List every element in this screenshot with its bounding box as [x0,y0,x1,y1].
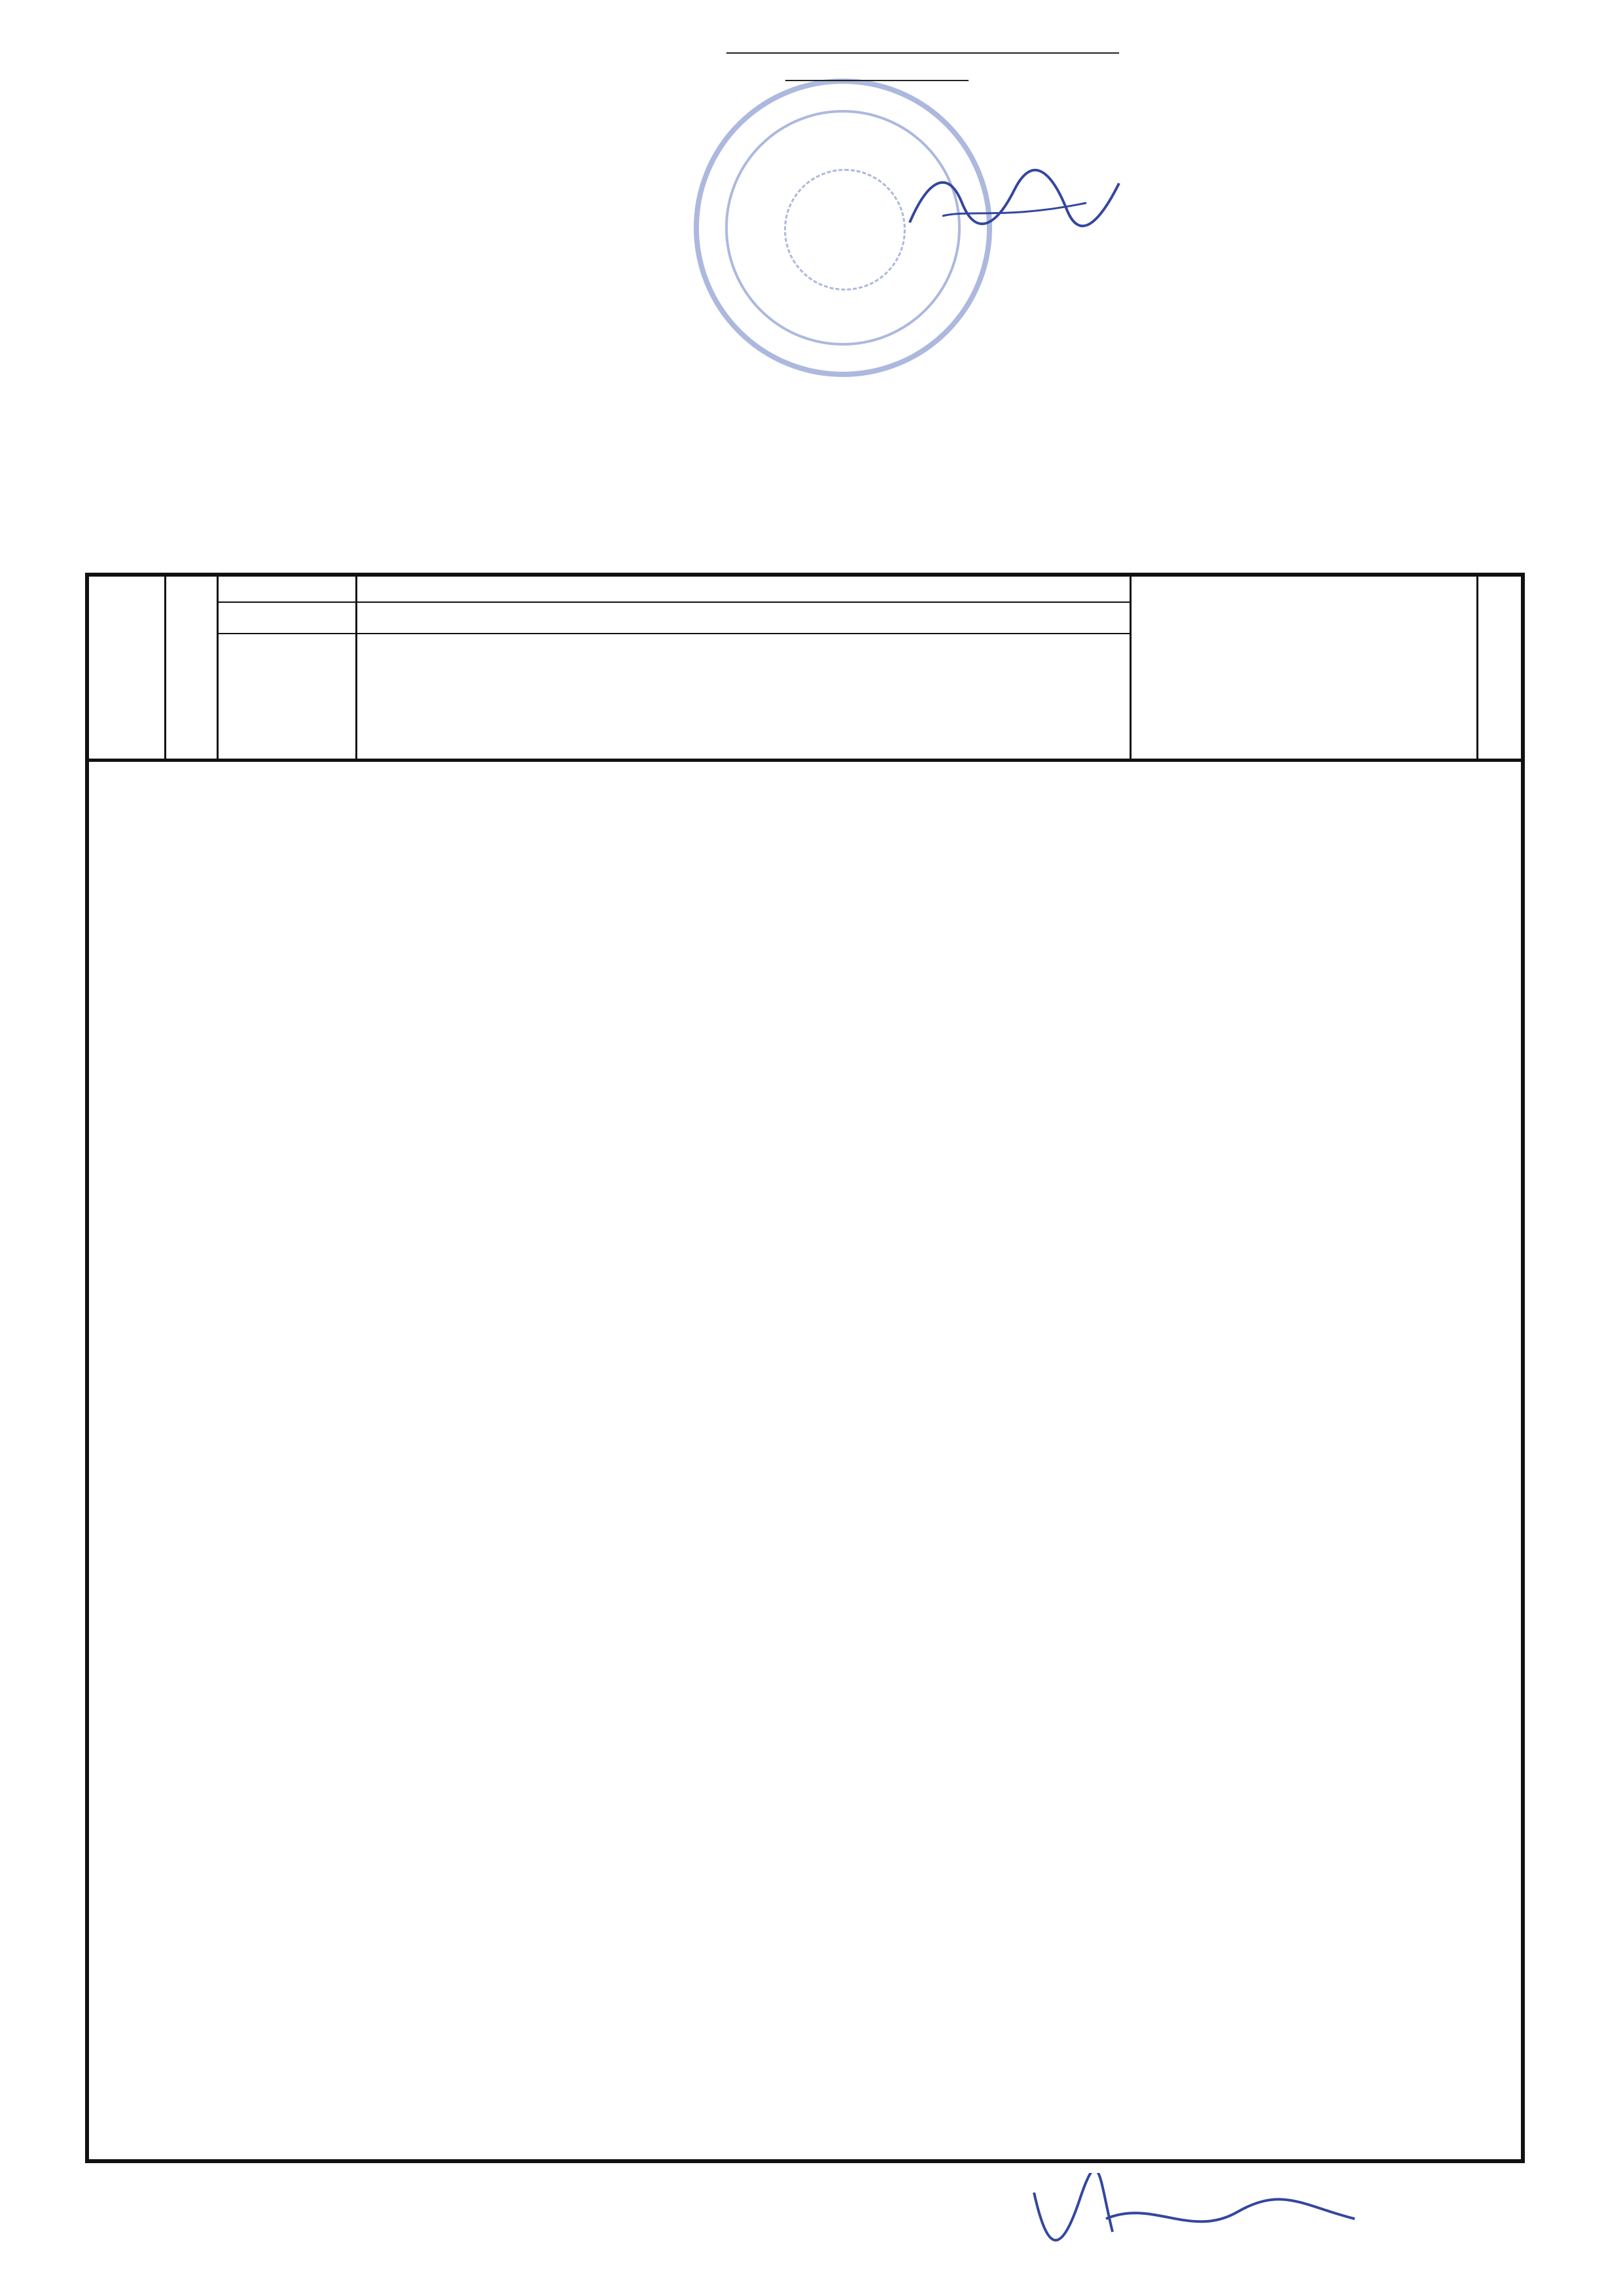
period-details [357,634,1132,759]
stamp-core [784,169,906,291]
room-column-header [1478,577,1521,759]
curs-label [219,577,357,603]
period-label [219,634,357,759]
schedule-table [85,573,1525,2163]
approval-signature-line [726,26,1597,54]
group-name [357,603,1132,634]
days-column-header [89,577,166,759]
teacher-column-header [1132,577,1478,759]
description-ru [0,504,1623,528]
grupa-label [219,603,357,634]
dean-signature [1021,2173,1361,2265]
approval-date [726,54,1597,81]
pair-column-header [166,577,219,759]
approval-block [726,26,1597,81]
year-label [357,577,1132,603]
description-ro [0,445,1623,472]
table-header [89,577,1521,762]
prorector-signature [903,164,1126,242]
